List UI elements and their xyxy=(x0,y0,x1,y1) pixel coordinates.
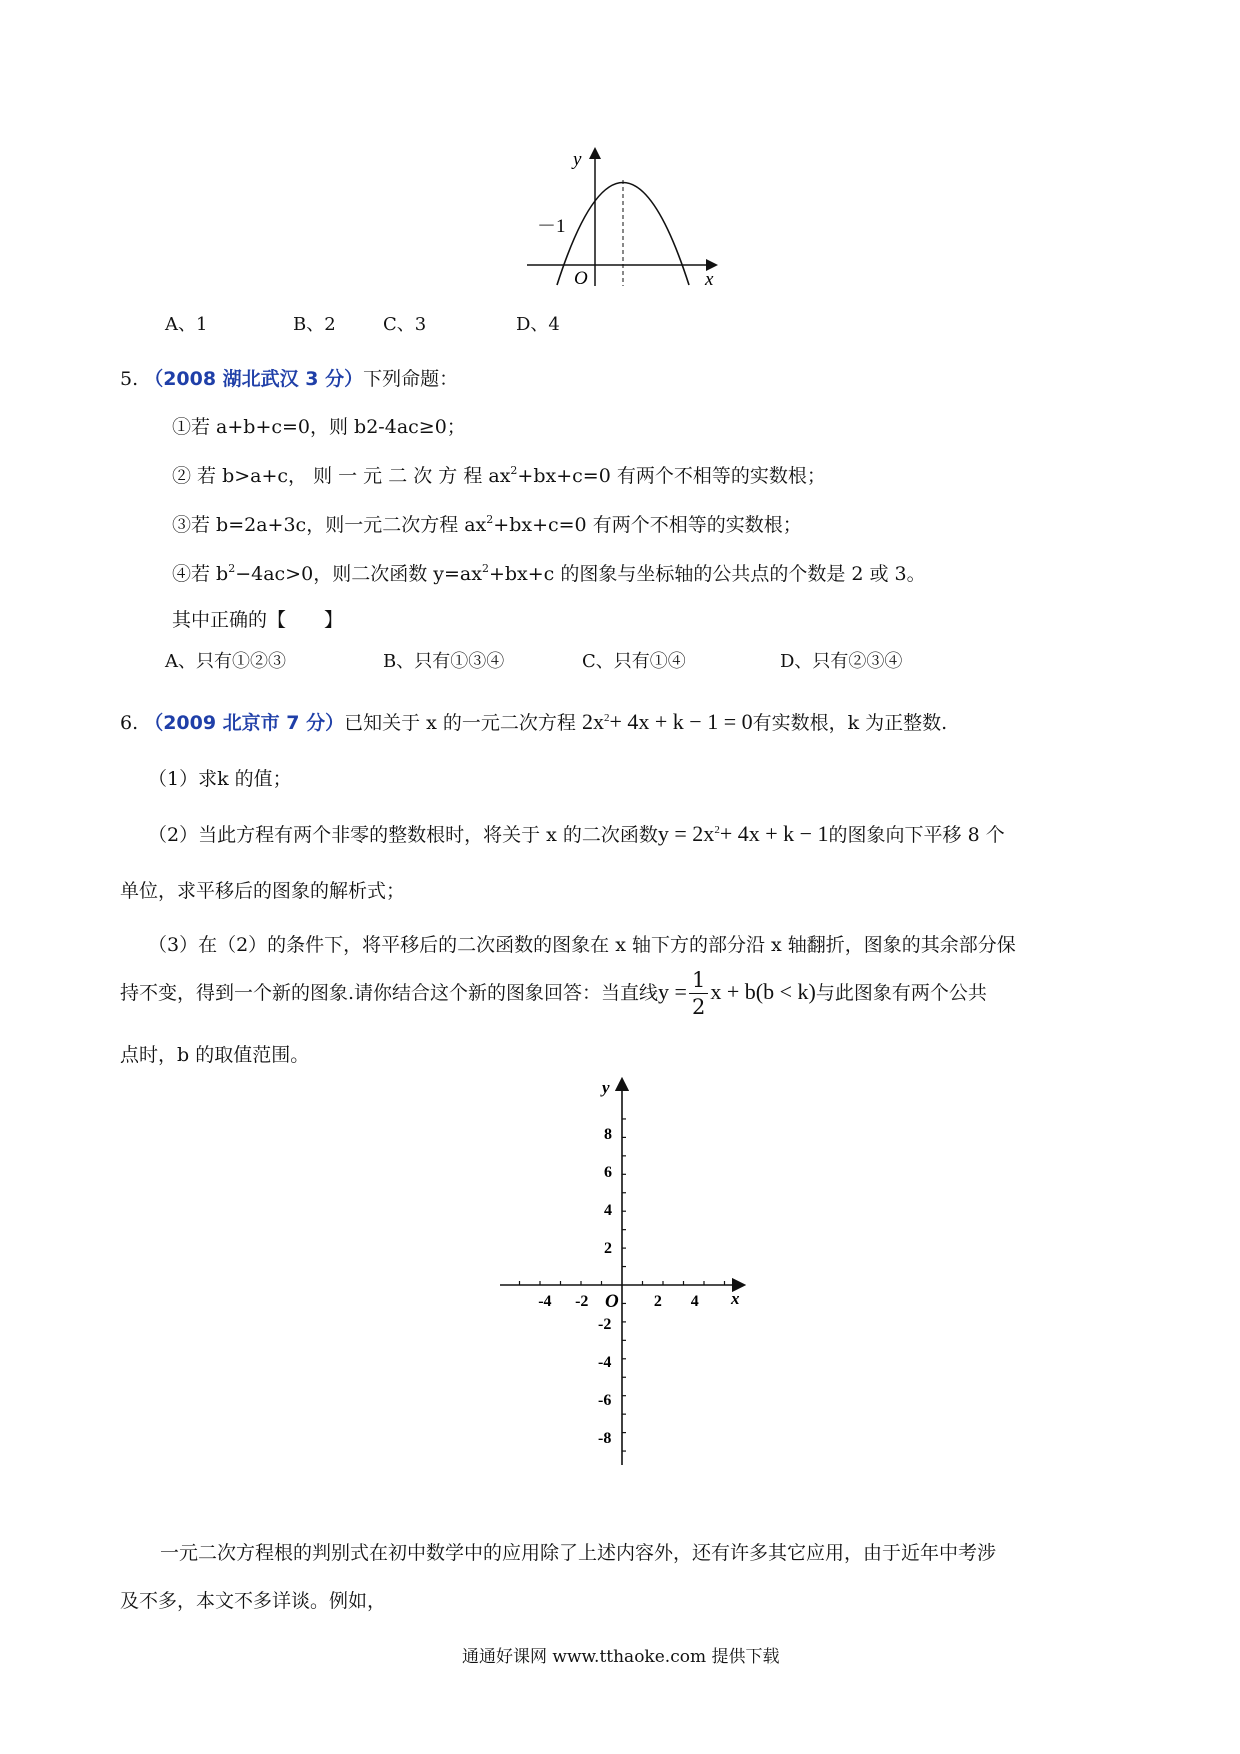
q4-option-c: C、3 xyxy=(383,314,427,335)
q4-option-d: D、4 xyxy=(516,314,560,335)
q5-statement-4: ④若 $b^2-4ac>0$，则二次函数 $y=ax^2+bx+c$ 的图象与坐标轴的公共点的个数是 2 或 3。 xyxy=(172,562,926,585)
q5-source: （2008 湖北武汉 3 分） xyxy=(144,368,364,390)
q6-equation: $2x^2+ 4x + k - 1 = 0$ xyxy=(581,709,753,734)
grid-origin-label: O xyxy=(605,1291,619,1312)
q5-option-c: C、只有①④ xyxy=(582,651,686,672)
q6-part-2: （2）当此方程有两个非零的整数根时，将关于 x 的二次函数$y = 2x^2+ 4x + k - 1$的图象向下平移 8 个 xyxy=(148,821,1005,846)
parabola-graph xyxy=(515,140,730,290)
closing-line-1: 一元二次方程根的判别式在初中数学中的应用除了上述内容外，还有许多其它应用，由于近年中考涉 xyxy=(160,1542,997,1564)
q5-option-d: D、只有②③④ xyxy=(780,651,903,672)
q5-statement-1: ①若 a+b+c=0，则 b2-4ac≥0； xyxy=(172,416,466,438)
q6-part-2-line2: 单位，求平移后的图象的解析式； xyxy=(120,880,406,902)
q5-number: 5. xyxy=(120,368,139,390)
q4-option-a: A、1 xyxy=(165,314,208,335)
x-tick-label: 4 xyxy=(690,1293,699,1310)
y-tick-label: -6 xyxy=(598,1392,612,1410)
q5-statement-3: ③若 b=2a+3c，则一元二次方程 $ax^2+bx+c=0$ 有两个不相等的实数根； xyxy=(172,513,802,536)
y-tick-label: 8 xyxy=(604,1125,612,1143)
graph1-y-label: y xyxy=(573,149,582,170)
q5-heading xyxy=(120,364,458,391)
footer: 通通好课网 www.tthaoke.com 提供下载 xyxy=(462,1647,780,1667)
q6-heading: 6. （2009 北京市 7 分）已知关于 x 的一元二次方程 $2x^2+ 4x + k - 1 = 0$有实数根，k 为正整数. xyxy=(120,709,948,734)
grid-x-label: x xyxy=(731,1289,740,1308)
y-tick-label: 2 xyxy=(604,1239,612,1257)
graph1-x-label: x xyxy=(705,269,714,290)
x-tick-label: -2 xyxy=(575,1293,589,1310)
y-tick-label: 6 xyxy=(604,1163,612,1181)
closing-line-2: 及不多，本文不多详谈。例如， xyxy=(120,1590,387,1612)
q5-stem: 下列命题： xyxy=(363,368,459,390)
q5-option-a: A、只有①②③ xyxy=(165,651,286,672)
q6-source: （2009 北京市 7 分） xyxy=(144,712,345,734)
q6-number: 6. xyxy=(120,712,139,734)
q6-part-3-line3: 点时，b 的取值范围。 xyxy=(120,1044,310,1066)
graph1-origin-label: O xyxy=(574,268,588,289)
fraction-half: $\frac{1}{2}$ xyxy=(689,970,708,1018)
coordinate-axes xyxy=(495,1075,750,1470)
q6-part-3-line2: 持不变，得到一个新的图象.请你结合这个新的图象回答：当直线y = $\frac{1}{2}$ x + b(b < k)与此图象有两个公共 xyxy=(120,968,987,1019)
q5-option-b: B、只有①③④ xyxy=(383,651,505,672)
x-tick-label: -4 xyxy=(538,1293,552,1310)
grid-y-label: y xyxy=(602,1078,610,1097)
q6-part-1: （1）求k 的值； xyxy=(148,768,292,790)
q5-ask: 其中正确的【 】 xyxy=(172,609,344,631)
y-tick-label: -4 xyxy=(598,1354,612,1372)
q6-part-3-line1: （3）在（2）的条件下，将平移后的二次函数的图象在 x 轴下方的部分沿 x 轴翻折，图象的其余部分保 xyxy=(148,934,1016,956)
y-tick-label: 4 xyxy=(604,1201,612,1219)
q5-statement-2: ② 若 b>a+c， 则 一 元 二 次 方 程 $ax^2+bx+c=0$ 有两个不相等的实数根； xyxy=(172,464,826,487)
x-tick-label: 2 xyxy=(653,1293,662,1310)
y-tick-label: -8 xyxy=(598,1430,612,1448)
graph1-tick-label: －1 xyxy=(537,216,566,237)
q4-option-b: B、2 xyxy=(293,314,336,335)
y-tick-label: -2 xyxy=(598,1316,612,1334)
